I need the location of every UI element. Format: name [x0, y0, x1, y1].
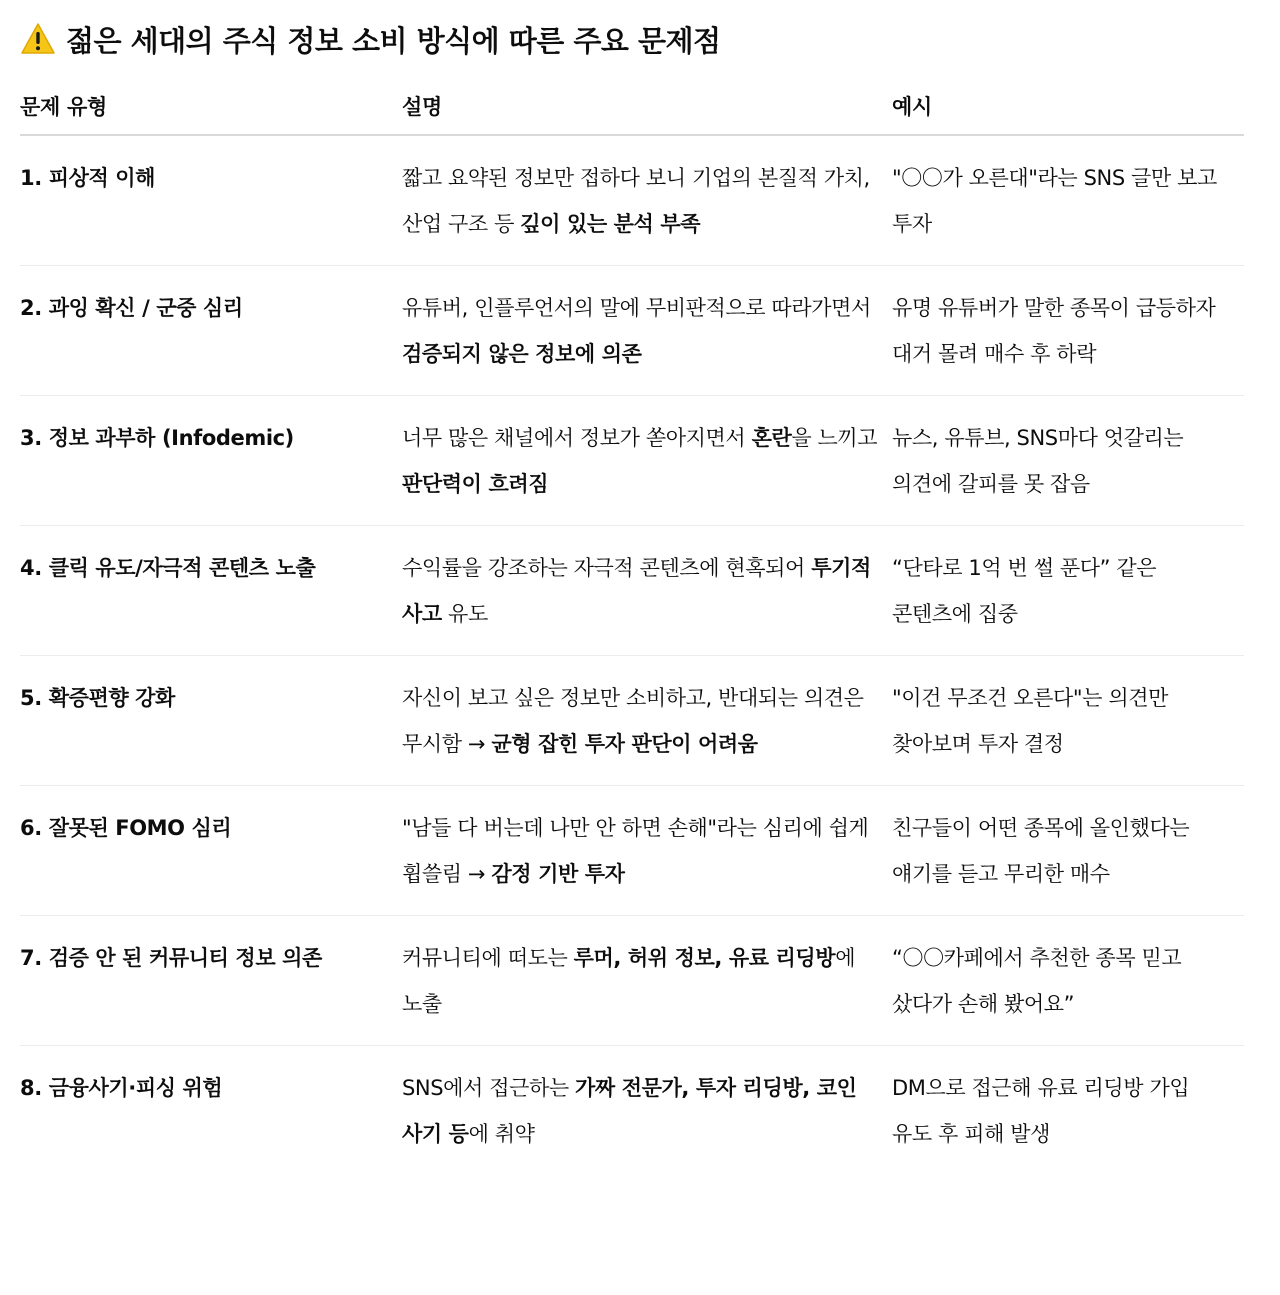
description-text: 유도	[441, 601, 488, 626]
description-emphasis: 검증되지 않은 정보에 의존	[402, 341, 642, 366]
description-text: 을 느끼고	[791, 426, 878, 450]
description-cell	[402, 786, 892, 916]
column-header-example: 예시	[892, 78, 1244, 135]
example-cell: 유명 유튜버가 말한 종목이 급등하자 대거 몰려 매수 후 하락	[892, 266, 1244, 396]
description-emphasis: 루머, 허위 정보, 유료 리딩방	[573, 946, 836, 970]
section-heading	[20, 14, 721, 64]
table-row	[20, 266, 1244, 396]
description-cell	[402, 396, 892, 526]
table-row	[20, 1046, 1244, 1176]
problem-type-cell: 7. 검증 안 된 커뮤니티 정보 의존	[20, 916, 402, 1046]
table-row	[20, 916, 1244, 1046]
example-cell: DM으로 접근해 유료 리딩방 가입 유도 후 피해 발생	[892, 1076, 1190, 1146]
description-text: SNS에서 접근하는	[402, 1076, 576, 1100]
problem-type-cell: 8. 금융사기·피싱 위험	[20, 1076, 223, 1100]
description-cell	[402, 266, 892, 396]
description-text: 짧고 요약된 정보만 접하다 보니 기업의 본질적 가치, 산업 구조 등	[402, 166, 870, 236]
description-text: 커뮤니티에 떠도는	[402, 946, 574, 970]
description-cell	[402, 135, 892, 266]
description-text: 에 노출	[402, 946, 856, 1016]
problem-type-cell: 6. 잘못된 FOMO 심리	[20, 786, 402, 916]
table-header-row	[20, 78, 1244, 135]
example-cell: "〇〇가 오른대"라는 SNS 글만 보고 투자	[892, 135, 1244, 266]
example-cell: “〇〇카페에서 추천한 종목 믿고 샀다가 손해 봤어요”	[892, 916, 1244, 1046]
page-title: 젊은 세대의 주식 정보 소비 방식에 따른 주요 문제점	[66, 23, 721, 58]
problem-type-cell: 1. 피상적 이해	[20, 135, 402, 266]
warning-icon	[20, 22, 56, 56]
description-text: 에 취약	[468, 1121, 535, 1146]
description-text: "남들 다 버는데 나만 안 하면 손해"라는 심리에 쉽게 휩쓸림 →	[402, 816, 869, 886]
description-cell	[402, 656, 892, 786]
description-text: 너무 많은 채널에서 정보가 쏟아지면서	[402, 426, 752, 450]
table-row	[20, 526, 1244, 656]
example-cell: "이건 무조건 오른다"는 의견만 찾아보며 투자 결정	[892, 656, 1244, 786]
description-cell	[402, 916, 892, 1046]
issues-table	[20, 78, 1244, 1175]
column-header-type: 문제 유형	[20, 78, 402, 135]
problem-type-cell: 4. 클릭 유도/자극적 콘텐츠 노출	[20, 526, 402, 656]
table-row	[20, 135, 1244, 266]
description-emphasis: 깊이 있는 분석 부족	[520, 211, 701, 236]
description-text: 자신이 보고 싶은 정보만 소비하고, 반대되는 의견은 무시함 →	[402, 686, 864, 756]
table-row	[20, 786, 1244, 916]
description-emphasis: 혼란	[751, 426, 792, 450]
description-text: 유튜버, 인플루언서의 말에 무비판적으로 따라가면서	[402, 296, 871, 320]
description-emphasis: 감정 기반 투자	[491, 861, 625, 886]
description-emphasis: 판단력이 흐려짐	[402, 471, 549, 496]
description-emphasis: 투기적 사고	[402, 556, 871, 626]
example-cell: 뉴스, 유튜브, SNS마다 엇갈리는 의견에 갈피를 못 잡음	[892, 396, 1244, 526]
problem-type-cell: 5. 확증편향 강화	[20, 656, 402, 786]
problem-type-cell: 3. 정보 과부하 (Infodemic)	[20, 396, 402, 526]
table-row	[20, 656, 1244, 786]
column-header-description: 설명	[402, 78, 892, 135]
example-cell: 친구들이 어떤 종목에 올인했다는 얘기를 듣고 무리한 매수	[892, 786, 1244, 916]
description-cell	[402, 526, 892, 656]
table-row	[20, 396, 1244, 526]
description-text: 수익률을 강조하는 자극적 콘텐츠에 현혹되어	[402, 556, 812, 580]
description-cell	[402, 1046, 892, 1176]
description-emphasis: 균형 잡힌 투자 판단이 어려움	[491, 731, 758, 756]
description-emphasis: 가짜 전문가, 투자 리딩방, 코인 사기 등	[402, 1076, 857, 1146]
example-cell: “단타로 1억 번 썰 푼다” 같은 콘텐츠에 집중	[892, 526, 1244, 656]
problem-type-cell: 2. 과잉 확신 / 군중 심리	[20, 266, 402, 396]
